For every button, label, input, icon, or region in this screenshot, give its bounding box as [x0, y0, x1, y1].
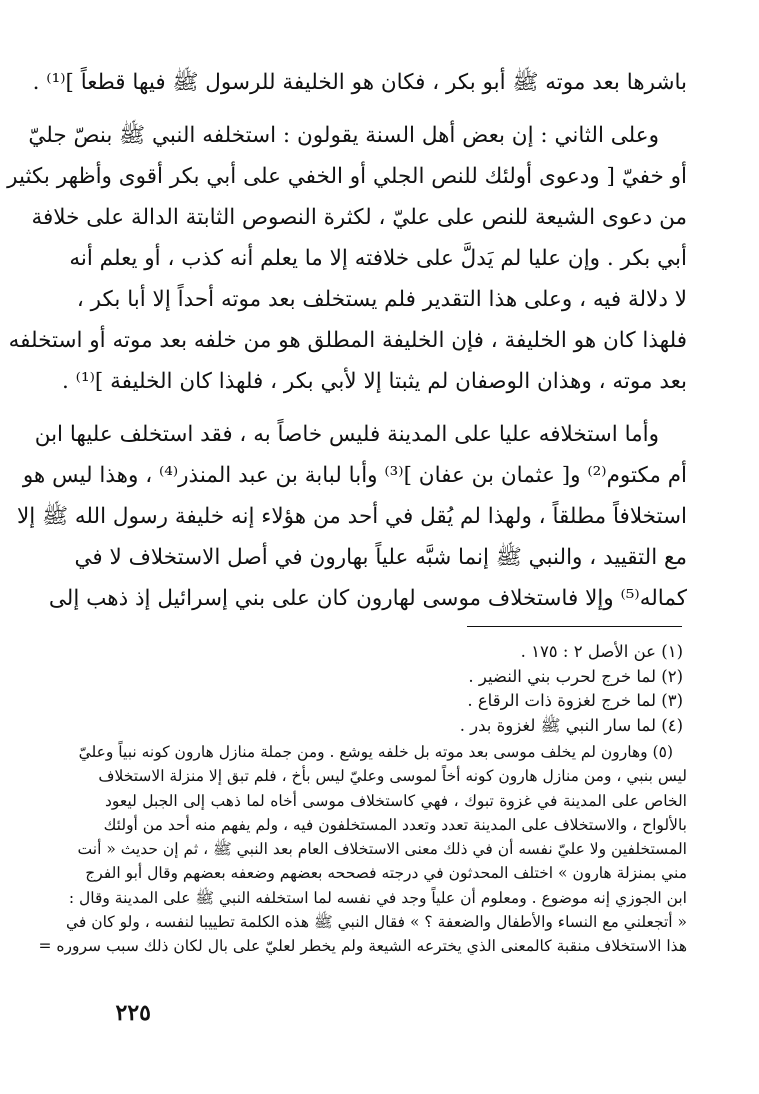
footnote-line: مني بمنزلة هارون » اختلف المحدثون في درجته فصححه بعضهم وضعفه بعضهم وقال أبو الفرج: [85, 864, 687, 883]
text-line: أو خفيّ [ ودعوى أولئك للنص الجلي أو الخفي على أبي بكر أقوى وأظهر بكثير: [7, 164, 687, 189]
footnote-line: (٥) وهارون لم يخلف موسى بعد موته بل خلفه يوشع . ومن جملة منازل هارون كونه نبياً وعليّ: [78, 743, 673, 761]
footnote-line: ليس بنبي ، ومن منازل هارون كونه أخاً لموسى وعليّ ليس بأخ ، فلم تبق إلا منزلة الاستخلاف: [98, 767, 687, 786]
page-number: ٢٢٥: [115, 1000, 151, 1026]
text-line: فلهذا كان هو الخليفة ، فإن الخليفة المطلق هو من خلفه بعد موته أو استخلفه: [8, 328, 687, 353]
footnote-line: الخاص على المدينة في غزوة تبوك ، فهي كاستخلاف موسى أخاه لما ذهب إلى الجبل ليعود: [105, 791, 687, 810]
text-line: كماله⁽⁵⁾ وإلا فاستخلاف موسى لهارون كان على بني إسرائيل إذ ذهب إلى: [48, 586, 687, 611]
text-line: من دعوى الشيعة للنص على عليّ ، لكثرة النصوص الثابتة الدالة على خلافة: [31, 205, 687, 230]
footnote-line: « أتجعلني مع النساء والأطفال والضعفة ؟ » فقال النبي ﷺ هذه الكلمة تطييبا لنفسه ، ولو كان في: [65, 913, 687, 932]
paragraph-gap: [105, 402, 687, 414]
text-line: استخلافاً مطلقاً ، ولهذا لم يُقل في أحد من هؤلاء إنه خليفة رسول الله ﷺ إلا: [17, 504, 687, 529]
footnote-long: [38, 740, 687, 959]
footnote-line: المستخلفين ولا عليّ نفسه أن في ذلك معنى الاستخلاف العام بعد النبي ﷺ ، ثم إن حديث « أنت: [77, 840, 687, 859]
footnote: (٤) لما سار النبي ﷺ لغزوة بدر .: [459, 715, 683, 735]
text-line: وعلى الثاني : إن بعض أهل السنة يقولون : استخلفه النبي ﷺ بنصّ جليّ: [28, 123, 659, 148]
footnote: (٢) لما خرج لحرب بني النضير .: [468, 666, 683, 686]
footnote-divider: [467, 626, 682, 627]
main-text: [7, 62, 687, 619]
footnote-line: بالألواح ، والاستخلاف على المدينة تعدد وتعدد المستخلفون فيه ، ولم يفهم منه أحد من أولئك: [103, 815, 687, 834]
text-line: أبي بكر . وإن عليا لم يَدلَّ على خلافته إلا ما يعلم أنه كذب ، أو يعلم أنه: [69, 246, 687, 271]
footnote: (١) عن الأصل ٢ : ١٧٥ .: [520, 642, 683, 661]
text-line: وأما استخلافه عليا على المدينة فليس خاصاً به ، فقد استخلف عليها ابن: [34, 422, 659, 447]
text-line: لا دلالة فيه ، وعلى هذا التقدير فلم يستخلف بعد موته أحداً إلا أبا بكر ،: [76, 287, 687, 312]
text-line: مع التقييد ، والنبي ﷺ إنما شبَّه علياً بهارون في أصل الاستخلاف لا في: [74, 545, 687, 570]
paragraph-gap: [105, 103, 687, 115]
footnotes-short: [460, 640, 683, 738]
footnote: (٣) لما خرج لغزوة ذات الرقاع .: [467, 691, 683, 710]
footnote-line: ابن الجوزي إنه موضوع . ومعلوم أن علياً وجد في نفسه لما استخلفه النبي ﷺ على المدينة وقال :: [68, 888, 687, 907]
text-line: باشرها بعد موته ﷺ أبو بكر ، فكان هو الخليفة للرسول ﷺ فيها قطعاً ]⁽¹⁾ .: [32, 70, 687, 95]
text-line: بعد موته ، وهذان الوصفان لم يثبتا إلا لأبي بكر ، فلهذا كان الخليفة ]⁽¹⁾ .: [62, 369, 687, 394]
text-line: أم مكتوم⁽²⁾ و[ عثمان بن عفان ]⁽³⁾ وأبا لبابة بن عبد المنذر⁽⁴⁾ ، وهذا ليس هو: [22, 463, 687, 488]
footnote-line: هذا الاستخلاف منقبة كالمعنى الذي يخترعه الشيعة ولم يخطر لعليّ على بال لكان ذلك سبب سروره =: [38, 937, 687, 956]
